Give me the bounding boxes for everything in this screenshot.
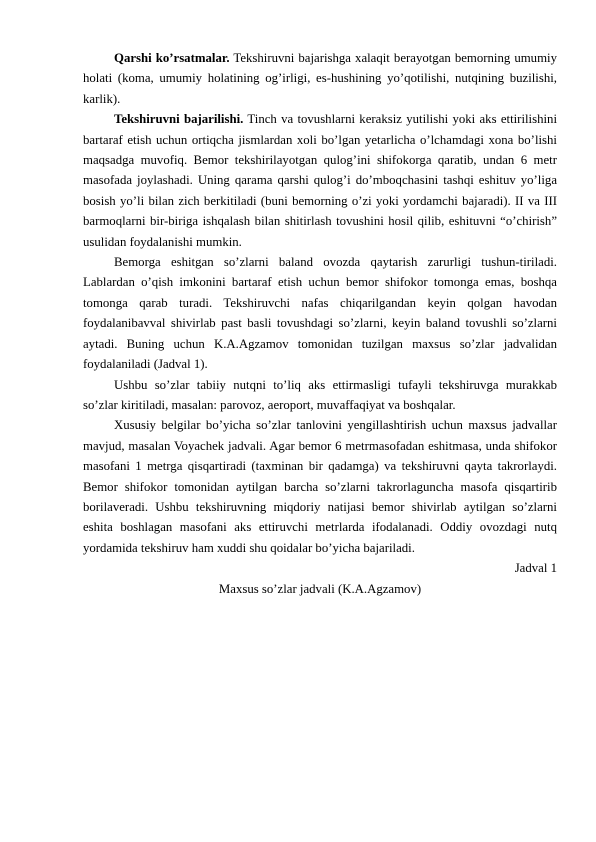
paragraph-text: Tekshiruvni bajarishga xalaqit berayotgan bemorning umumiy holati (koma, umumiy holatining og’irligi, es-hushining yo’qotilishi, nutqining buzilishi, karlik).	[83, 51, 557, 106]
paragraph-instructions	[83, 252, 557, 374]
paragraph-procedure	[83, 109, 557, 252]
paragraph-contraindications	[83, 48, 557, 109]
paragraph-text: Tinch va tovushlarni keraksiz yutilishi yoki aks ettirilishini bartaraf etish uchun ortiqcha jismlardan xoli bo’lgan yetarlicha o’lchamdagi xona bo’lishi maqsadga muvofiq. Bemor tekshirilayotgan qulog’ini shifokorga qaratib, undan 6 metr masofada joylashadi. Uning qarama qarshi qulog’i do’mboqchasini tashqi eshituv yo’liga bosish yo’li bilan zich berkitiladi (buni bemorning o’zi yoki yordamchi bajaradi). II va III barmoqlarni bir-biriga ishqalash bilan shitirlash tovushini hosil qilib, eshituvni “o’chirish” usulidan foydalanishi mumkin.	[83, 112, 557, 249]
paragraph-text: Bemorga eshitgan so’zlarni baland ovozda qaytarish zarurligi tushun-tiriladi. Lablardan o’qish imkonini bartaraf etish uchun bemor shifokor tomonga emas, boshqa tomonga qarab turadi. Tekshiruvchi nafas chiqarilgandan keyin qolgan havodan foydalanibavval shivirlab past basli tovushdagi so’zlarni, keyin baland tovushli so’zlarni aytadi. Buning uchun K.A.Agzamov tomonidan tuzilgan maxsus so’zlar jadvalidan foydalaniladi (Jadval 1).	[83, 255, 557, 372]
paragraph-text: Ushbu so’zlar tabiiy nutqni to’liq aks ettirmasligi tufayli tekshiruvga murakkab so’zlar kiritiladi, masalan: parovoz, aeroport, muvaffaqiyat va boshqalar.	[83, 377, 557, 412]
table-label: Jadval 1	[514, 561, 557, 576]
paragraph-text: Xususiy belgilar bo’yicha so’zlar tanlovini yengillashtirish uchun maxsus jadvallar mavjud, masalan Voyachek jadvali. Agar bemor 6 metrmasofadan eshitmasa, unda shifokor masofani 1 metrga qisqartiradi (taxminan bir qadamga) va tekshiruvni qayta takrorlaydi. Bemor shifokor tomonidan aytilgan barcha so’zlarni takrorlaguncha masofa qisqartirib borilaveradi. Ushbu tekshiruvning miqdoriy natijasi bemor shivirlab aytilgan so’zlarni eshita boshlagan masofani aks ettiruvchi metrlarda ifodalanadi. Oddiy ovozdagi nutq yordamida tekshiruv ham xuddi shu qoidalar bo’yicha bajariladi.	[83, 418, 557, 555]
paragraph-complex-words	[83, 375, 557, 416]
paragraph-heading: Qarshi ko’rsatmalar.	[114, 51, 230, 65]
paragraph-special-tables	[83, 415, 557, 558]
table-title: Maxsus so’zlar jadvali (K.A.Agzamov)	[218, 581, 422, 596]
document-page	[83, 48, 557, 599]
paragraph-heading: Tekshiruvni bajarilishi.	[114, 112, 244, 127]
